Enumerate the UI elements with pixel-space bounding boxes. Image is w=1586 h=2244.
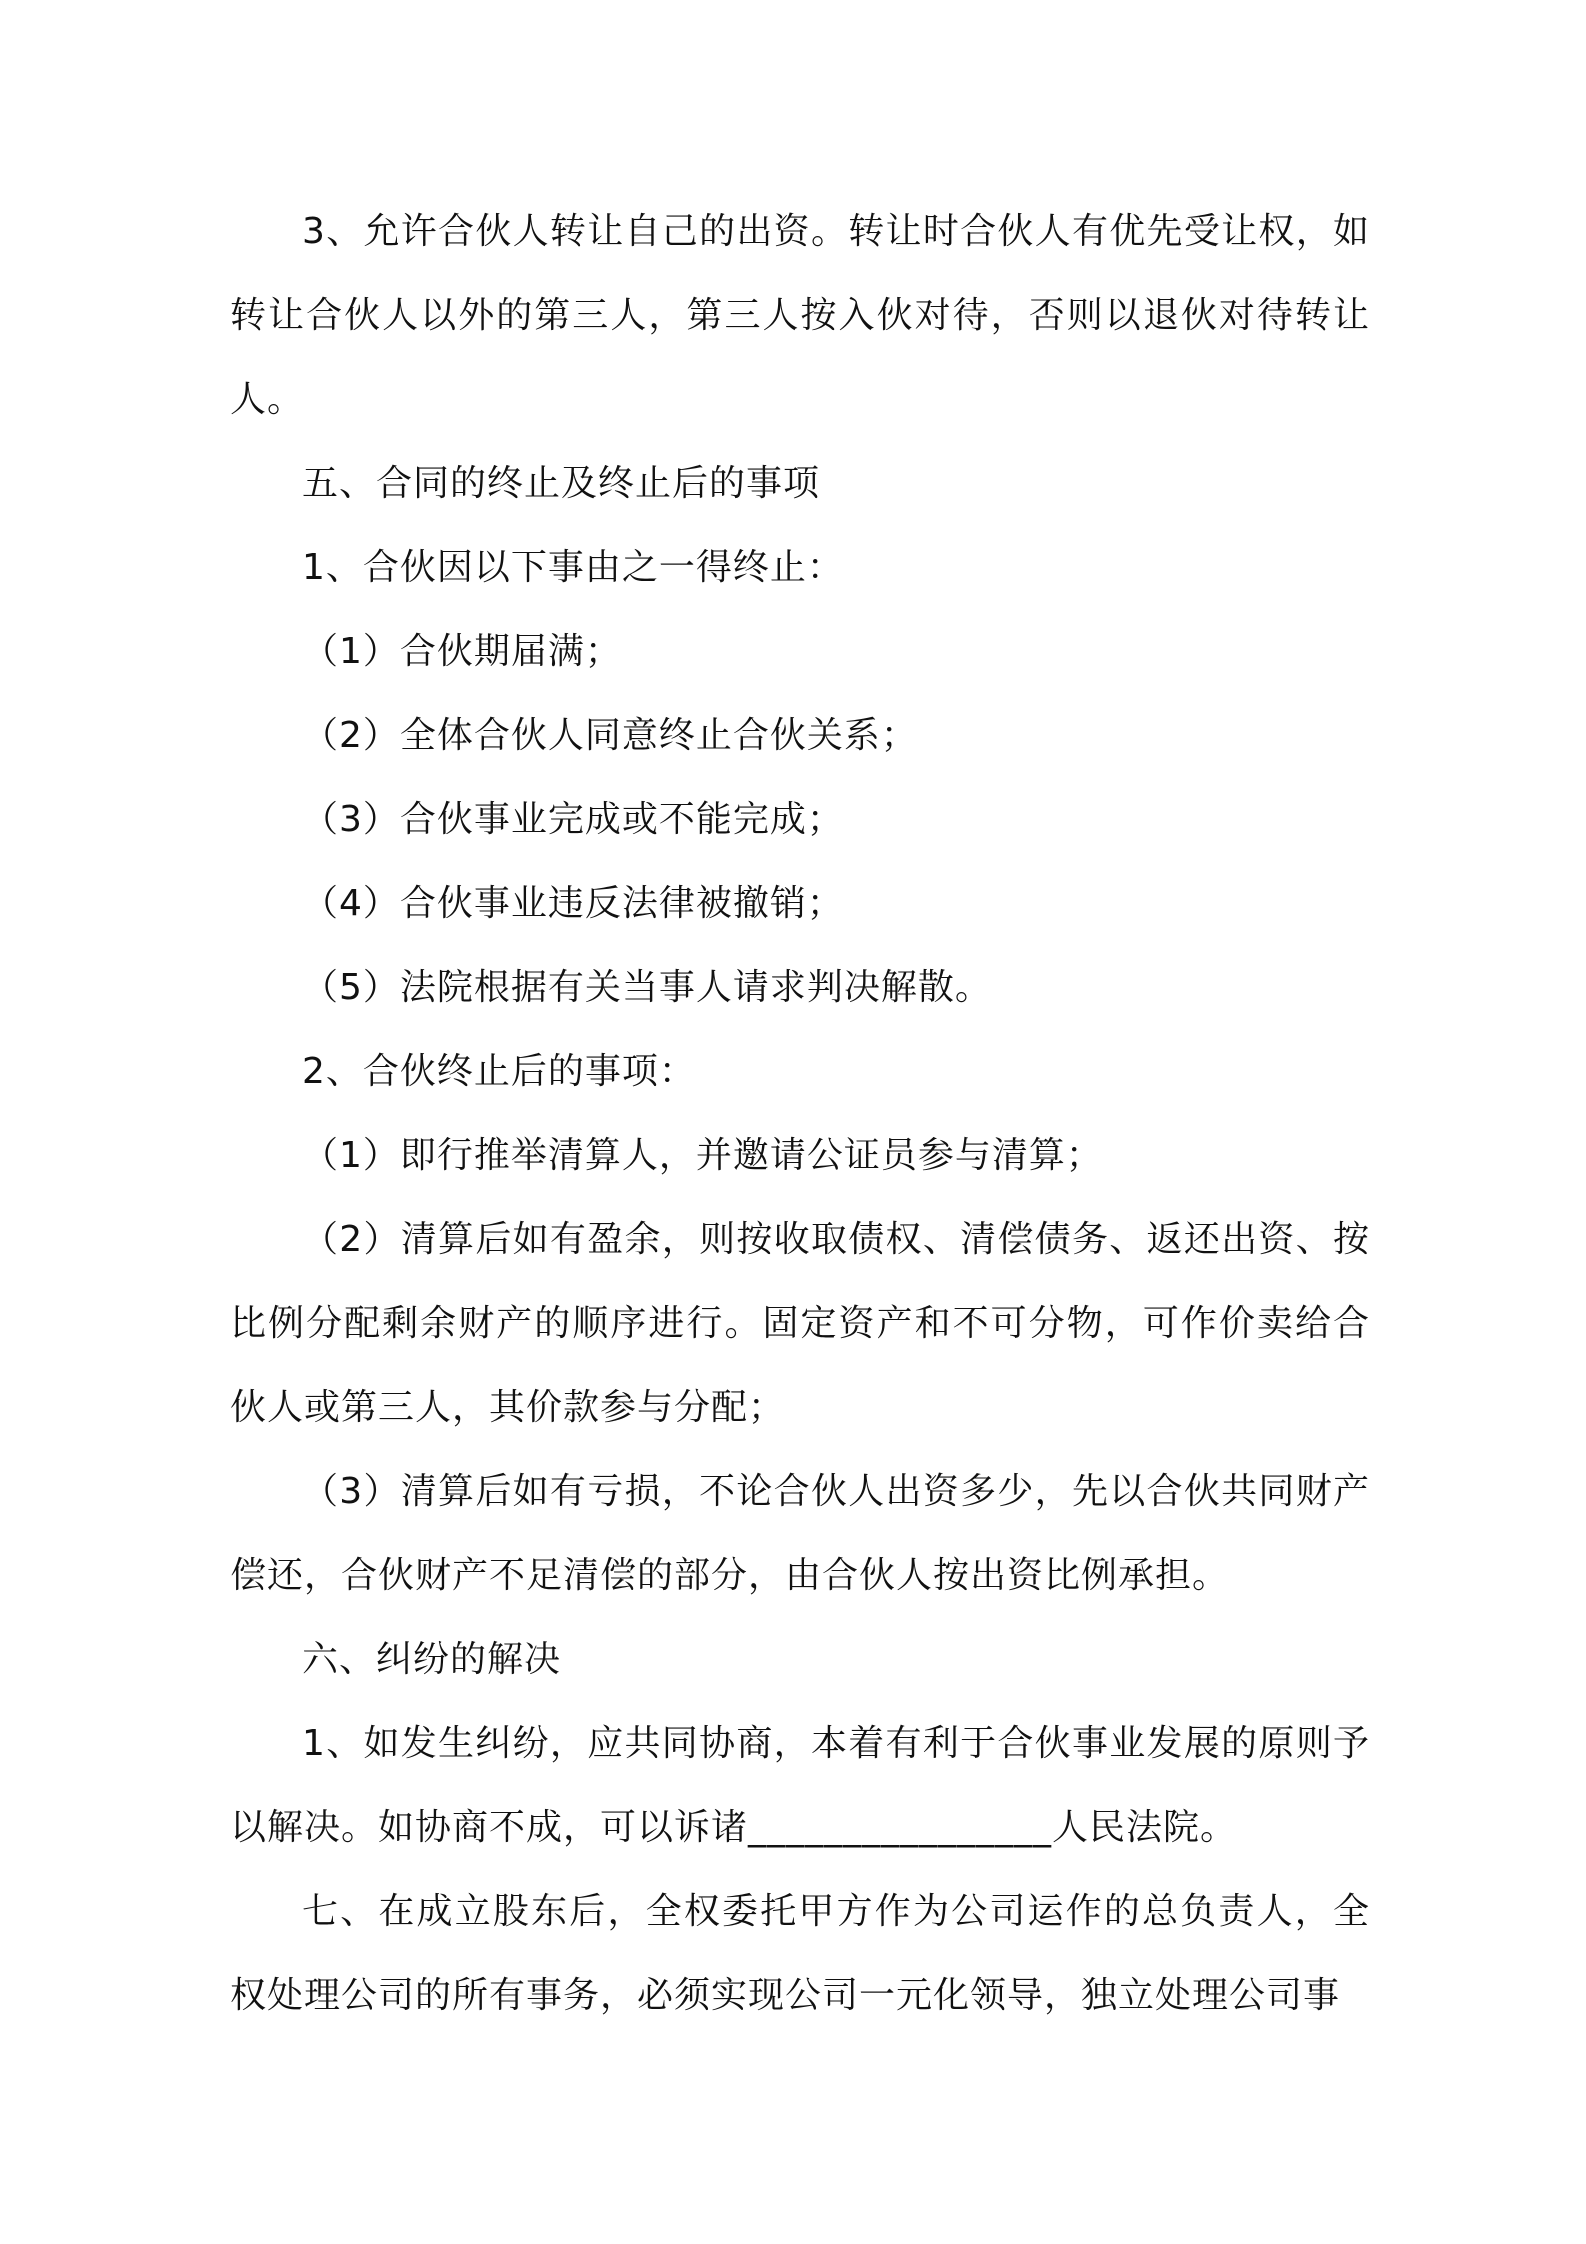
document-body <box>230 190 1370 2038</box>
paragraph-shareholder-authority: 七、在成立股东后，全权委托甲方作为公司运作的总负责人，全权处理公司的所有事务，必须实现公司一元化领导，独立处理公司事 <box>230 1891 1370 2016</box>
list-item-all-agree: （2）全体合伙人同意终止合伙关系； <box>302 715 918 756</box>
paragraph-post-termination: 2、合伙终止后的事项： <box>302 1051 696 1092</box>
list-item-illegal-revoked: （4）合伙事业违反法律被撤销； <box>302 883 844 924</box>
list-item-business-complete: （3）合伙事业完成或不能完成； <box>302 799 844 840</box>
list-item-term-expired: （1）合伙期届满； <box>302 631 622 672</box>
paragraph-transfer-of-contribution: 3、允许合伙人转让自己的出资。转让时合伙人有优先受让权，如转让合伙人以外的第三人，第三人按入伙对待，否则以退伙对待转让人。 <box>230 211 1370 420</box>
list-item-loss: （3）清算后如有亏损，不论合伙人出资多少，先以合伙共同财产偿还，合伙财产不足清偿的部分，由合伙人按出资比例承担。 <box>230 1471 1370 1596</box>
section-heading-termination: 五、合同的终止及终止后的事项 <box>302 463 821 504</box>
paragraph-termination-causes: 1、合伙因以下事由之一得终止： <box>302 547 844 588</box>
list-item-surplus: （2）清算后如有盈余，则按收取债权、清偿债务、返还出资、按比例分配剩余财产的顺序进行。固定资产和不可分物，可作价卖给合伙人或第三人，其价款参与分配； <box>230 1219 1370 1428</box>
section-heading-disputes: 六、纠纷的解决 <box>302 1639 562 1680</box>
list-item-court-dissolution: （5）法院根据有关当事人请求判决解散。 <box>302 967 992 1008</box>
list-item-liquidator: （1）即行推举清算人，并邀请公证员参与清算； <box>302 1135 1103 1176</box>
paragraph-dispute-resolution: 1、如发生纠纷，应共同协商，本着有利于合伙事业发展的原则予以解决。如协商不成，可以诉诸________________人民法院。 <box>230 1723 1370 1848</box>
